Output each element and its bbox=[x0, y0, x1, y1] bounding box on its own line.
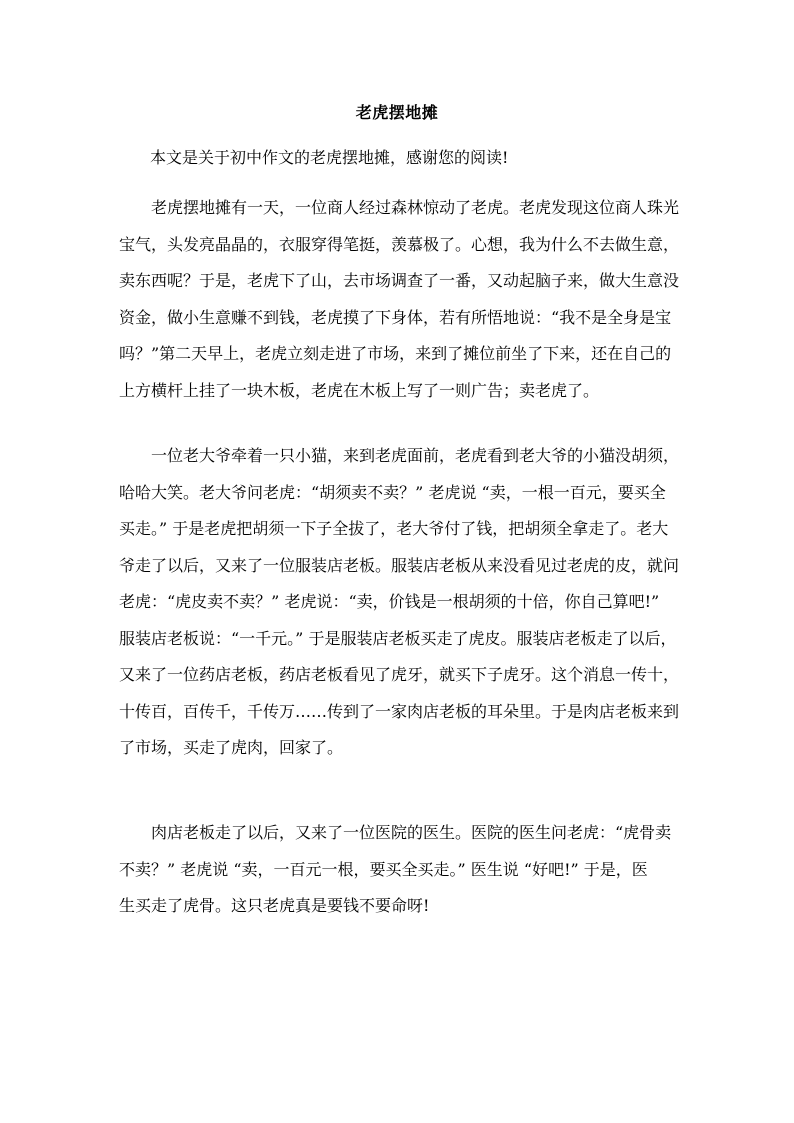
paragraph-line: 又来了一位药店老板，药店老板看见了虎牙，就买下子虎牙。这个消息一传十， bbox=[119, 665, 680, 684]
paragraph-line: 了市场，买走了虎肉，回家了。 bbox=[119, 738, 344, 757]
paragraph-line: 肉店老板走了以后，又来了一位医院的医生。医院的医生问老虎：“虎骨卖 bbox=[151, 823, 672, 842]
paragraph-line: 生买走了虎骨。这只老虎真是要钱不要命呀! bbox=[119, 896, 430, 915]
paragraph-line: 哈哈大笑。老大爷问老虎：“胡须卖不卖？” 老虎说 “卖，一根一百元，要买全 bbox=[119, 482, 666, 502]
paragraph-line: 宝气，头发亮晶晶的，衣服穿得笔挺，羡慕极了。心想，我为什么不去做生意， bbox=[119, 234, 680, 254]
paragraph-line: 不卖？” 老虎说 “卖，一百元一根，要买全买走。” 医生说 “好吧!” 于是，医 bbox=[119, 859, 648, 879]
paragraph-line: 爷走了以后，又来了一位服装店老板。服装店老板从来没看见过老虎的皮，就问 bbox=[119, 555, 680, 575]
intro-text: 本文是关于初中作文的老虎摆地摊，感谢您的阅读! bbox=[150, 148, 509, 167]
paragraph-line: 老虎：“虎皮卖不卖？” 老虎说：“卖，价钱是一根胡须的十倍，你自己算吧!” bbox=[119, 592, 660, 611]
paragraph-2 bbox=[119, 438, 689, 767]
paragraph-line: 资金，做小生意赚不到钱，老虎摸了下身体，若有所悟地说：“我不是全身是宝 bbox=[119, 307, 672, 327]
paragraph-line: 服装店老板说：“一千元。” 于是服装店老板买走了虎皮。服装店老板走了以后， bbox=[119, 628, 677, 648]
paragraph-line: 卖东西呢？于是，老虎下了山，去市场调查了一番，又动起脑子来，做大生意没 bbox=[119, 271, 680, 290]
paragraph-3 bbox=[119, 815, 689, 925]
paragraph-line: 买走。” 于是老虎把胡须一下子全拔了，老大爷付了钱，把胡须全拿走了。老大 bbox=[119, 519, 669, 538]
paragraph-1 bbox=[119, 190, 689, 409]
paragraph-line: 十传百，百传千，千传万……传到了一家肉店老板的耳朵里。于是肉店老板来到 bbox=[119, 701, 680, 721]
paragraph-line: 老虎摆地摊有一天，一位商人经过森林惊动了老虎。老虎发现这位商人珠光 bbox=[151, 198, 680, 217]
paragraph-line: 一位老大爷牵着一只小猫，来到老虎面前，老虎看到老大爷的小猫没胡须， bbox=[151, 446, 680, 465]
paragraph-line: 吗？”第二天早上，老虎立刻走进了市场，来到了摊位前坐了下来，还在自己的 bbox=[119, 344, 672, 363]
page-title: 老虎摆地摊 bbox=[355, 103, 439, 122]
paragraph-line: 上方横杆上挂了一块木板，老虎在木板上写了一则广告；卖老虎了。 bbox=[119, 380, 600, 400]
